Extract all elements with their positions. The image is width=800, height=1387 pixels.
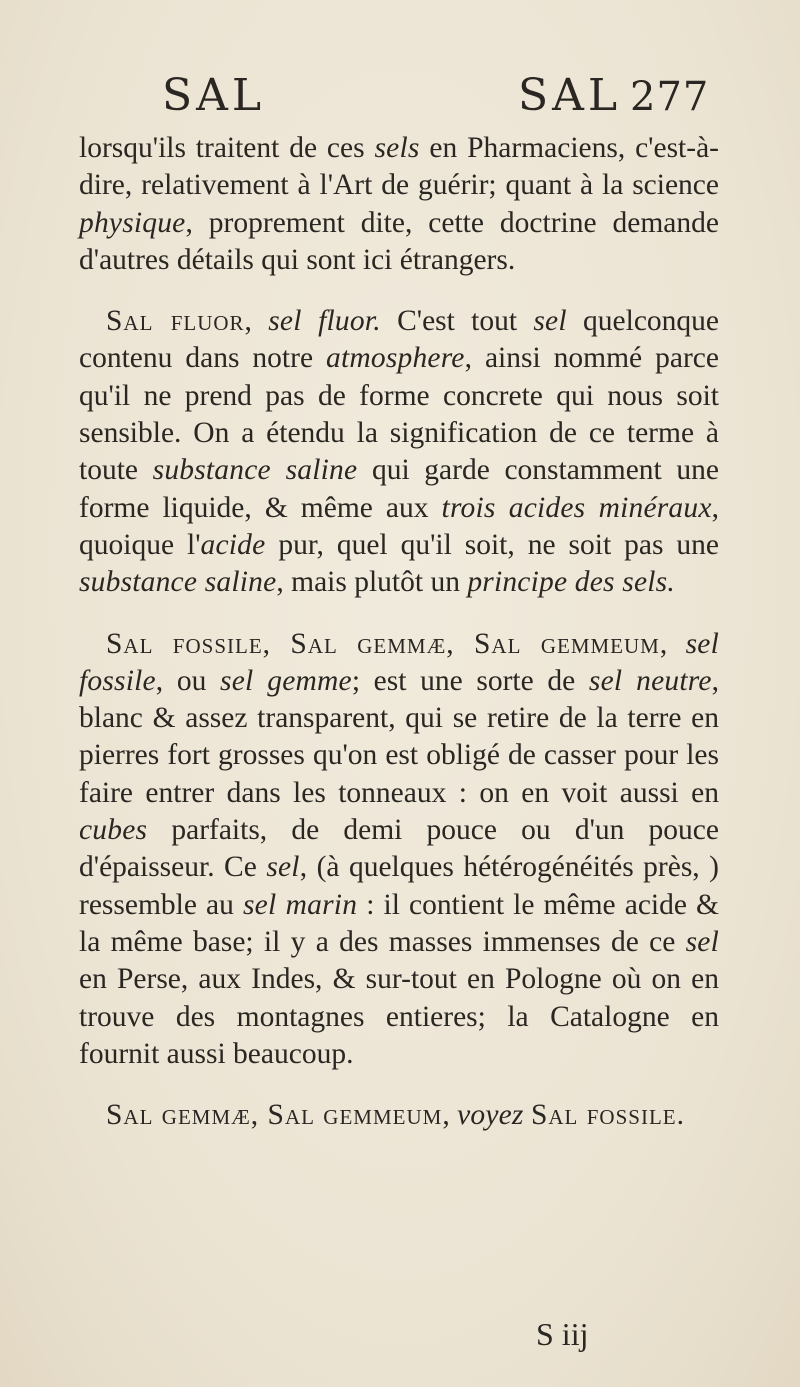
entry-headword: Sal fluor [106,305,245,338]
page-number: 277 [630,74,710,120]
header-left-word: SAL [162,70,266,121]
header-right-word: SAL [518,70,622,121]
entry-sal-fossile: Sal fossile, Sal gemmæ, Sal gemmeum, sel fossile, ou sel gemme; est une sorte de sel neutre, blanc & assez transparent, qui se retire de la terre en pierres fort grosses qu'on est obligé de casser pour les faire entrer dans les tonneaux : on en voit aussi en cubes parfaits, de demi pouce ou d'un pouce d'épaisseur. Ce sel, (à quelques hétérogénéités près, ) ressemble au sel marin : il contient le même acide & la même base; il y a des masses immenses de ce sel en Perse, aux Indes, & sur-tout en Pologne où on en trouve des montagnes entieres; la Catalogne en fournit aussi beaucoup. [79,627,720,1070]
page-body [79,130,719,1134]
paragraph-continuation: lorsqu'ils traitent de ces sels en Pharmaciens, c'est-à-dire, relativement à l'Art de guérir; quant à la science physique, proprement dite, cette doctrine demande d'autres détails qui sont ici étrangers. [79,132,719,276]
running-header [0,70,800,130]
entry-sal-fluor: Sal fluor, sel fluor. C'est tout sel quelconque contenu dans notre atmosphere, ainsi nommé parce qu'il ne prend pas de forme concrete qui nous soit sensible. On a étendu la signification de ce terme à toute substance saline qui garde constamment une forme liquide, & même aux trois acides minéraux, quoique l'acide pur, quel qu'il soit, ne soit pas une substance saline, mais plutôt un principe des sels. [79,305,720,599]
entry-sal-gemmae: Sal gemmæ, Sal gemmeum, voyez Sal fossile. [106,1099,685,1132]
signature-mark: S iij [536,1316,589,1352]
entry-headword: Sal fossile, Sal gemmæ, Sal gemmeum [106,627,660,660]
cross-reference: Sal fossile. [530,1099,685,1132]
entry-headword: Sal gemmæ, Sal gemmeum [106,1099,443,1132]
